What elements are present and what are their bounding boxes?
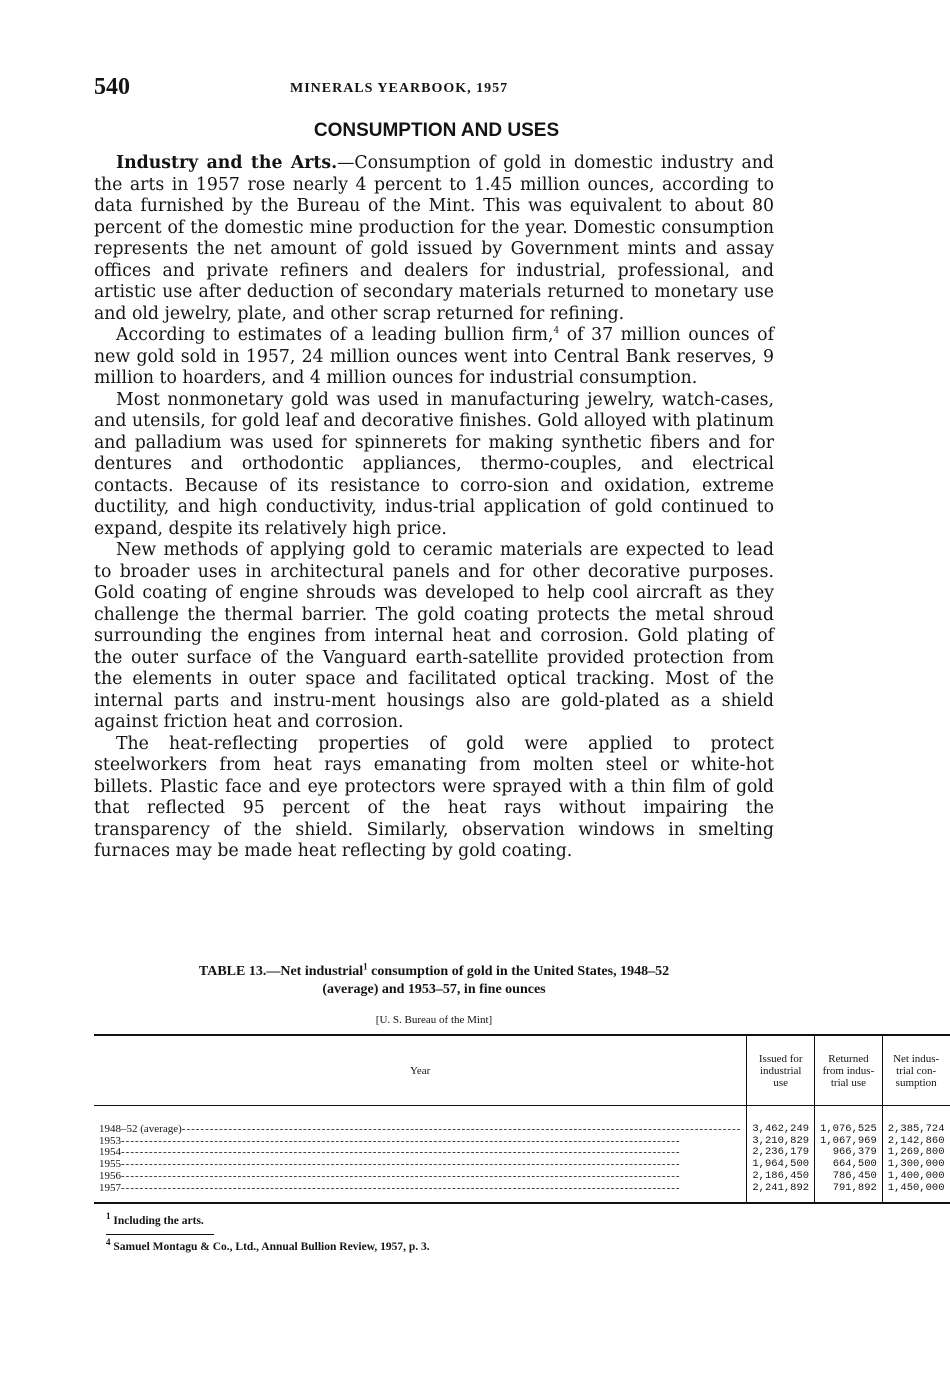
footnote-mark: 1	[106, 1211, 111, 1222]
body-text	[94, 153, 774, 863]
footnote-rule	[106, 1234, 214, 1235]
footnote-4	[106, 1237, 430, 1253]
header-returned: Returned from indus-trial use	[815, 1035, 883, 1106]
dot-leader: ------------------------------------------------------------------------------------------------------------------------	[121, 1158, 681, 1171]
cell-year	[94, 1183, 747, 1204]
run-in-heading: Industry and the Arts.	[116, 153, 338, 173]
section-title: CONSUMPTION AND USES	[313, 120, 560, 141]
footnote-1	[106, 1211, 204, 1227]
dot-leader: ------------------------------------------------------------------------------------------------------------------------	[121, 1181, 681, 1194]
dot-leader: ------------------------------------------------------------------------------------------------------------------------	[121, 1134, 681, 1147]
paragraph-text: —Consumption of gold in domestic industry and the arts in 1957 rose nearly 4 percent to 1.45 million ounces, according to data furnished by the Bureau of the Mint. This was equivalent to about 80 percent of the domestic mine production for the year. Domestic consumption represents the net amount of gold issued by Government mints and assay offices and private refiners and dealers for industrial, professional, and artistic use after deduction of secondary materials returned to monetary use and old jewelry, plate, and other scrap returned for refining.	[94, 153, 774, 324]
paragraph-ceramic-methods: New methods of applying gold to ceramic materials are expected to lead to broader uses in architectural panels and for other decorative purposes. Gold coating of engine shrouds was developed to help cool aircraft as they challenge the thermal barrier. The gold coating protects the metal shroud surrounding the engines from internal heat and corrosion. Gold plating of the outer surface of the Vanguard earth-satellite provided protection from the elements in outer space and facilitated optical tracking. Most of the internal parts and instru-ment housings also are gold-plated as a shield against friction heat and corrosion.	[94, 540, 774, 732]
cell-year	[94, 1106, 747, 1136]
cell-issued: 2,186,450	[747, 1171, 815, 1183]
year-label: 1957	[99, 1181, 121, 1194]
paragraph-bullion-estimates	[94, 325, 774, 390]
table-caption	[94, 963, 774, 999]
dot-leader: ------------------------------------------------------------------------------------------------------------------------	[121, 1169, 681, 1182]
page-number: 540	[94, 74, 130, 100]
paragraph-industry-arts	[94, 153, 774, 325]
cell-returned: 786,450	[815, 1171, 883, 1183]
running-title: MINERALS YEARBOOK, 1957	[290, 81, 509, 96]
table-header-row	[94, 1035, 950, 1106]
header-net: Net indus-trial con-sumption	[882, 1035, 949, 1106]
table-source: [U. S. Bureau of the Mint]	[375, 1014, 493, 1026]
cell-returned: 1,067,969	[815, 1136, 883, 1148]
cell-returned: 791,892	[815, 1183, 883, 1204]
cell-returned: 664,500	[815, 1159, 883, 1171]
footnote-mark: 4	[106, 1237, 111, 1248]
year-label: 1955	[99, 1158, 121, 1171]
year-label: 1948–52 (average)	[99, 1123, 182, 1135]
page-header	[94, 74, 794, 104]
cell-net: 2,142,860	[882, 1136, 949, 1148]
dot-leader: ------------------------------------------------------------------------------------------------------------------------	[121, 1146, 681, 1159]
paragraph-text: According to estimates of a leading bullion firm,	[116, 325, 554, 345]
year-label: 1954	[99, 1146, 121, 1159]
cell-issued: 3,462,249	[747, 1106, 815, 1136]
table-caption-line1	[94, 963, 774, 981]
header-issued: Issued for industrial use	[747, 1035, 815, 1106]
table-row	[94, 1106, 950, 1136]
caption-text: TABLE 13.—Net industrial	[198, 964, 364, 979]
footnote-ref-1: 1	[363, 961, 368, 972]
paragraph-nonmonetary-uses: Most nonmonetary gold was used in manufacturing jewelry, watch-cases, and utensils, for gold leaf and decorative finishes. Gold alloyed with platinum and palladium was used for spinnerets for making synthetic fibers and for dentures and orthodontic appliances, thermo-couples, and electrical contacts. Because of its resistance to corro-sion and oxidation, extreme ductility, and high conductivity, indus-trial application of gold continued to expand, despite its relatively high price.	[94, 389, 774, 539]
header-year: Year	[410, 1064, 431, 1077]
cell-net: 1,450,000	[882, 1183, 949, 1204]
cell-issued: 2,241,892	[747, 1183, 815, 1204]
consumption-table	[94, 1034, 950, 1204]
footnote-text: Samuel Montagu & Co., Ltd., Annual Bullion Review, 1957, p. 3.	[110, 1241, 430, 1253]
year-label: 1953	[99, 1134, 121, 1147]
cell-net: 1,400,000	[882, 1171, 949, 1183]
footnote-text: Including the arts.	[110, 1215, 204, 1227]
table-caption-line2: (average) and 1953–57, in fine ounces	[322, 982, 546, 997]
cell-issued: 1,964,500	[747, 1159, 815, 1171]
year-label: 1956	[99, 1169, 121, 1182]
cell-net: 2,385,724	[882, 1106, 949, 1136]
paragraph-heat-reflecting: The heat-reflecting properties of gold were applied to protect steelworkers from heat rays emanating from molten steel or white-hot billets. Plastic face and eye protectors were sprayed with a thin film of gold that reflected 95 percent of the heat rays without impairing the transparency of the shield. Similarly, observation windows in smelting furnaces may be made heat reflecting by gold coating.	[94, 733, 774, 861]
cell-returned: 966,379	[815, 1147, 883, 1159]
dot-leader: ------------------------------------------------------------------------------------------------------------------------	[181, 1123, 742, 1135]
cell-issued: 2,236,179	[747, 1147, 815, 1159]
paragraph-text: of 37 million ounces of new gold sold in 1957, 24 million ounces went into Central Bank reserves, 9 million to hoarders, and 4 million ounces for industrial consumption.	[94, 325, 774, 388]
cell-issued: 3,210,829	[747, 1136, 815, 1148]
cell-net: 1,269,800	[882, 1147, 949, 1159]
cell-net: 1,300,000	[882, 1159, 949, 1171]
table-row	[94, 1183, 950, 1204]
cell-returned: 1,076,525	[815, 1106, 883, 1136]
caption-text: consumption of gold in the United States, 1948–52	[367, 964, 670, 979]
footnote-ref-4: 4	[553, 326, 560, 337]
